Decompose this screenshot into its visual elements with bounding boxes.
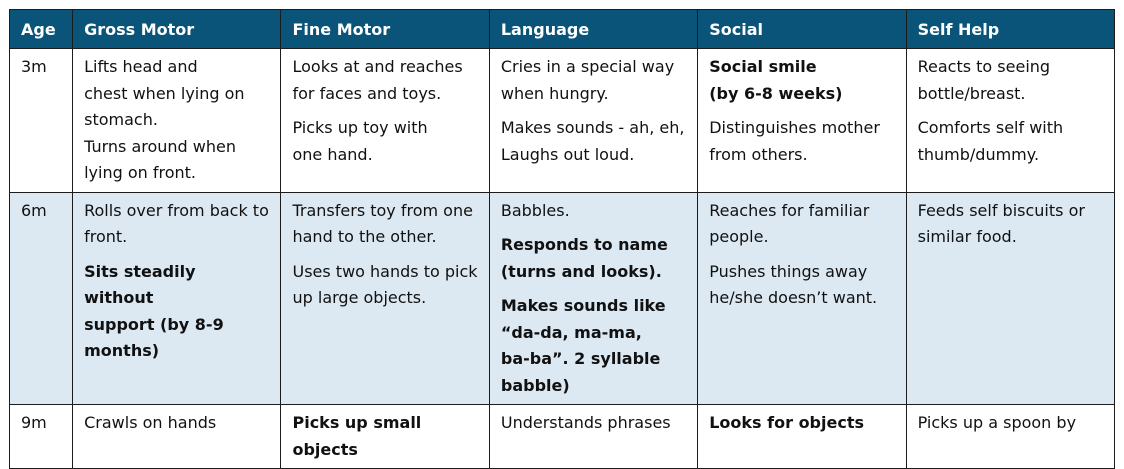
cell-paragraph: [292, 198, 477, 251]
cell-social: [698, 49, 906, 193]
cell-text-line: from others.: [709, 144, 808, 164]
cell-gross-motor: [73, 405, 281, 469]
cell-paragraph: [501, 54, 686, 107]
cell-language: [489, 405, 697, 469]
cell-text-line: Picks up small objects: [292, 413, 422, 459]
cell-gross-motor: [73, 192, 281, 405]
cell-paragraph: [84, 259, 269, 365]
cell-text-line: Lifts head and: [84, 57, 198, 76]
cell-paragraph: [709, 115, 894, 168]
cell-text-line: babble): [500, 375, 570, 395]
cell-text-line: Looks for objects: [709, 413, 864, 432]
cell-text-line: people.: [709, 227, 769, 246]
cell-text-line: Crawls on hands: [84, 413, 217, 432]
cell-social: [698, 192, 906, 405]
cell-fine-motor: [281, 192, 489, 405]
cell-paragraph: [918, 410, 1103, 437]
header-language: Language: [489, 10, 697, 49]
cell-text-line: similar food.: [917, 227, 1017, 246]
cell-gross-motor: [73, 49, 281, 193]
cell-text-line: Rolls over from back to: [84, 200, 269, 220]
cell-text-line: Makes sounds - ah, eh,: [500, 118, 685, 137]
cell-text-line: up large objects.: [292, 288, 427, 307]
cell-text-line: Transfers toy from one: [292, 200, 473, 220]
cell-text-line: Distinguishes mother: [709, 118, 880, 137]
table-row: [10, 405, 1115, 469]
table-row: [10, 49, 1115, 193]
cell-fine-motor: [281, 405, 489, 469]
milestones-table: [9, 9, 1115, 469]
cell-text-line: Picks up toy with: [292, 118, 428, 137]
cell-paragraph: [709, 410, 894, 437]
table-body: [10, 49, 1115, 469]
cell-self-help: [906, 49, 1114, 193]
cell-text-line: front.: [84, 227, 128, 246]
cell-text-line: Reaches for familiar: [709, 200, 870, 220]
cell-text-line: he/she doesn’t want.: [709, 288, 878, 307]
cell-paragraph: [292, 410, 477, 463]
cell-paragraph: [501, 293, 686, 399]
cell-text-line: ba-ba”. 2 syllable: [500, 349, 661, 368]
header-row: [10, 10, 1115, 49]
header-self-help: Self Help: [906, 10, 1114, 49]
cell-paragraph: [501, 198, 686, 225]
cell-paragraph: [709, 198, 894, 251]
cell-text-line: chest when lying on: [84, 83, 245, 103]
cell-text-line: hand to the other.: [292, 227, 437, 246]
cell-paragraph: [84, 410, 269, 437]
cell-text-line: Laughs out loud.: [500, 144, 635, 164]
cell-age: 6m: [10, 192, 73, 405]
cell-text-line: Responds to name: [500, 235, 668, 254]
cell-age: 9m: [10, 405, 73, 469]
header-gross-motor: Gross Motor: [73, 10, 281, 49]
cell-paragraph: [292, 259, 477, 312]
cell-text-line: one hand.: [292, 144, 373, 164]
cell-text-line: lying on front.: [84, 163, 197, 182]
cell-paragraph: [84, 198, 269, 251]
cell-text-line: Picks up a spoon by: [917, 413, 1077, 432]
cell-language: [489, 49, 697, 193]
cell-text-line: Makes sounds like: [500, 296, 666, 315]
cell-text-line: Pushes things away: [709, 261, 868, 281]
cell-paragraph: [501, 115, 686, 168]
cell-text-line: Uses two hands to pick: [292, 261, 478, 281]
header-social: Social: [698, 10, 906, 49]
header-age: Age: [10, 10, 73, 49]
cell-paragraph: [292, 115, 477, 168]
cell-text-line: months): [84, 341, 160, 360]
cell-text-line: stomach.: [84, 110, 158, 129]
cell-paragraph: [709, 54, 894, 107]
cell-text-line: support (by 8-9: [84, 314, 224, 334]
cell-paragraph: [84, 54, 269, 187]
cell-text-line: Looks at and reaches: [292, 57, 463, 76]
cell-paragraph: [918, 54, 1103, 107]
cell-text-line: Reacts to seeing: [917, 57, 1051, 76]
cell-paragraph: [501, 410, 686, 437]
cell-self-help: [906, 405, 1114, 469]
milestones-table-container: [9, 9, 1115, 469]
cell-text-line: thumb/dummy.: [917, 144, 1040, 164]
cell-age: 3m: [10, 49, 73, 193]
header-fine-motor: Fine Motor: [281, 10, 489, 49]
cell-language: [489, 192, 697, 405]
cell-paragraph: [918, 198, 1103, 251]
cell-paragraph: [292, 54, 477, 107]
cell-paragraph: [709, 259, 894, 312]
cell-text-line: Sits steadily without: [84, 261, 196, 307]
cell-text-line: when hungry.: [500, 83, 609, 103]
cell-text-line: Babbles.: [500, 200, 570, 220]
cell-text-line: for faces and toys.: [292, 83, 442, 103]
cell-paragraph: [918, 115, 1103, 168]
cell-text-line: bottle/breast.: [917, 83, 1026, 103]
cell-text-line: Comforts self with: [917, 118, 1064, 137]
cell-social: [698, 405, 906, 469]
cell-fine-motor: [281, 49, 489, 193]
cell-text-line: (turns and looks).: [500, 261, 662, 281]
cell-paragraph: [501, 232, 686, 285]
cell-text-line: “da-da, ma-ma,: [500, 322, 642, 342]
cell-text-line: Social smile: [709, 57, 817, 76]
cell-self-help: [906, 192, 1114, 405]
cell-text-line: Feeds self biscuits or: [917, 200, 1085, 220]
cell-text-line: Cries in a special way: [500, 57, 675, 76]
cell-text-line: Turns around when: [84, 136, 237, 156]
cell-text-line: (by 6-8 weeks): [709, 83, 843, 103]
table-row: [10, 192, 1115, 405]
cell-text-line: Understands phrases: [500, 413, 671, 432]
